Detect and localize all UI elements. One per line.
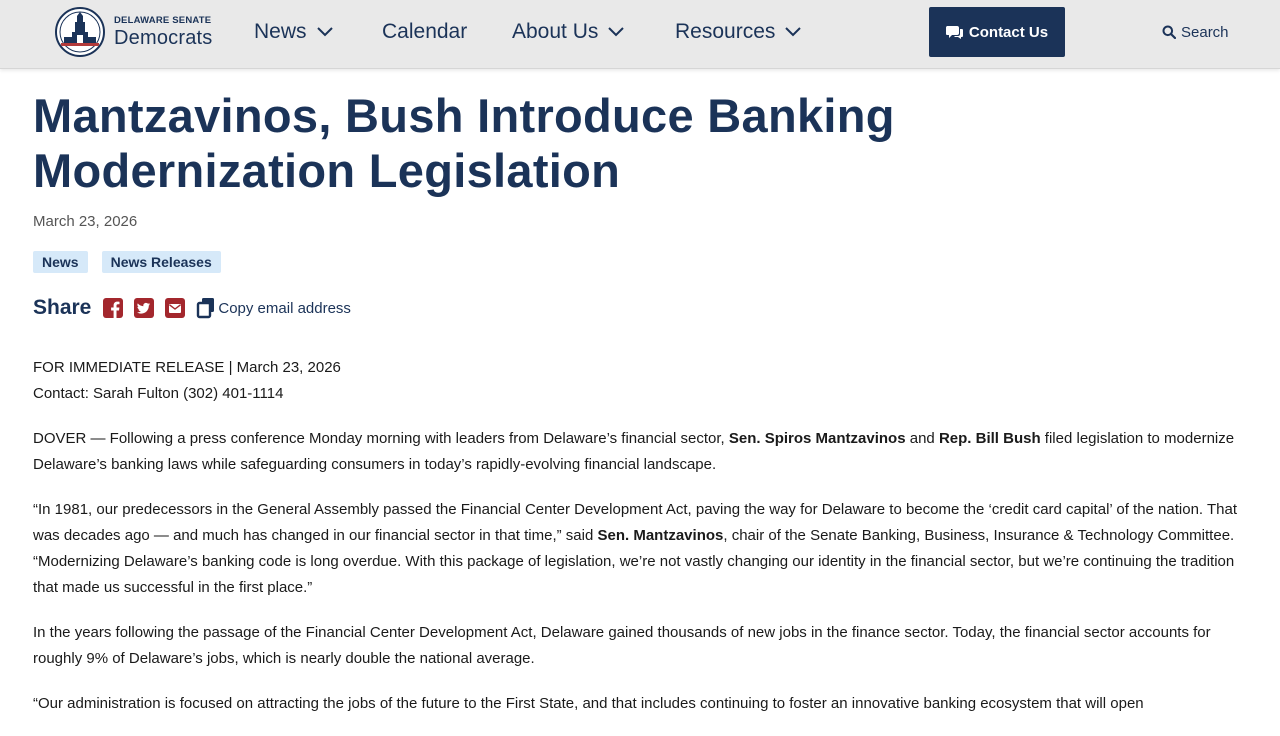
tag-list xyxy=(33,251,235,273)
contact-us-button[interactable] xyxy=(929,7,1065,57)
logo-big-text: Democrats xyxy=(114,26,213,49)
copy-email-button[interactable] xyxy=(196,297,351,319)
share-label: Share xyxy=(33,296,92,319)
article-date: March 23, 2026 xyxy=(33,213,138,230)
capitol-logo-icon xyxy=(55,7,105,57)
facebook-icon[interactable] xyxy=(103,298,123,318)
tag-news[interactable]: News xyxy=(33,251,88,273)
nav-news-label: News xyxy=(254,20,307,43)
copy-email-label: Copy email address xyxy=(218,299,351,317)
article-body xyxy=(33,355,1243,736)
twitter-icon[interactable] xyxy=(134,298,154,318)
logo-small-text: DELAWARE SENATE xyxy=(114,15,212,27)
tag-news-releases[interactable]: News Releases xyxy=(102,251,221,273)
site-header xyxy=(0,0,1280,69)
release-line: FOR IMMEDIATE RELEASE | March 23, 2026 xyxy=(33,359,341,376)
site-logo[interactable] xyxy=(55,5,213,59)
page-title: Mantzavinos, Bush Introduce Banking Modernization Legislation xyxy=(33,89,895,197)
comments-icon xyxy=(946,25,964,40)
search-button[interactable] xyxy=(1162,21,1229,43)
paragraph-4: “Our administration is focused on attracting the jobs of the future to the First State, and that includes continuing to foster an innovative banking ecosystem that will open xyxy=(33,695,1144,712)
chevron-down-icon xyxy=(608,27,624,37)
share-bar xyxy=(33,296,351,320)
paragraph-1: DOVER — Following a press conference Monday morning with leaders from Delaware’s financial sector, Sen. Spiros Mantzavinos and Rep. Bill Bush filed legislation to modernize Delaware’s banking laws while safeguarding consumers in today’s rapidly-evolving financial landscape. xyxy=(33,430,1235,473)
nav-about-us-label: About Us xyxy=(512,20,599,43)
nav-calendar-label: Calendar xyxy=(382,20,468,43)
paragraph-2: “In 1981, our predecessors in the General Assembly passed the Financial Center Development Act, paving the way for Delaware to become the ‘credit card capital’ of the nation. That was decades ago — and much has changed in our financial sector in that time,” said Sen. Mantzavinos, chair of the Senate Banking, Business, Insurance & Technology Committee. “Modernizing Delaware’s banking code is long overdue. With this package of legislation, we’re not vastly changing our identity in the financial sector, but we’re continuing the tradition that made us successful in the first place.” xyxy=(33,501,1237,596)
nav-resources-label: Resources xyxy=(675,20,776,43)
email-icon[interactable] xyxy=(165,298,185,318)
nav-about-us[interactable] xyxy=(512,18,624,46)
chevron-down-icon xyxy=(317,27,333,37)
nav-resources[interactable] xyxy=(675,18,801,46)
contact-line: Contact: Sarah Fulton (302) 401-1114 xyxy=(33,385,284,402)
chevron-down-icon xyxy=(785,27,801,37)
search-label: Search xyxy=(1181,23,1229,41)
nav-news[interactable] xyxy=(254,18,333,46)
contact-us-label: Contact Us xyxy=(968,23,1049,41)
nav-calendar[interactable] xyxy=(382,18,467,46)
copy-icon xyxy=(196,297,216,319)
paragraph-3: In the years following the passage of the Financial Center Development Act, Delaware gained thousands of new jobs in the finance sector. Today, the financial sector accounts for roughly 9% of Delaware’s jobs, which is nearly double the national average. xyxy=(33,624,1211,667)
search-icon xyxy=(1162,25,1176,39)
